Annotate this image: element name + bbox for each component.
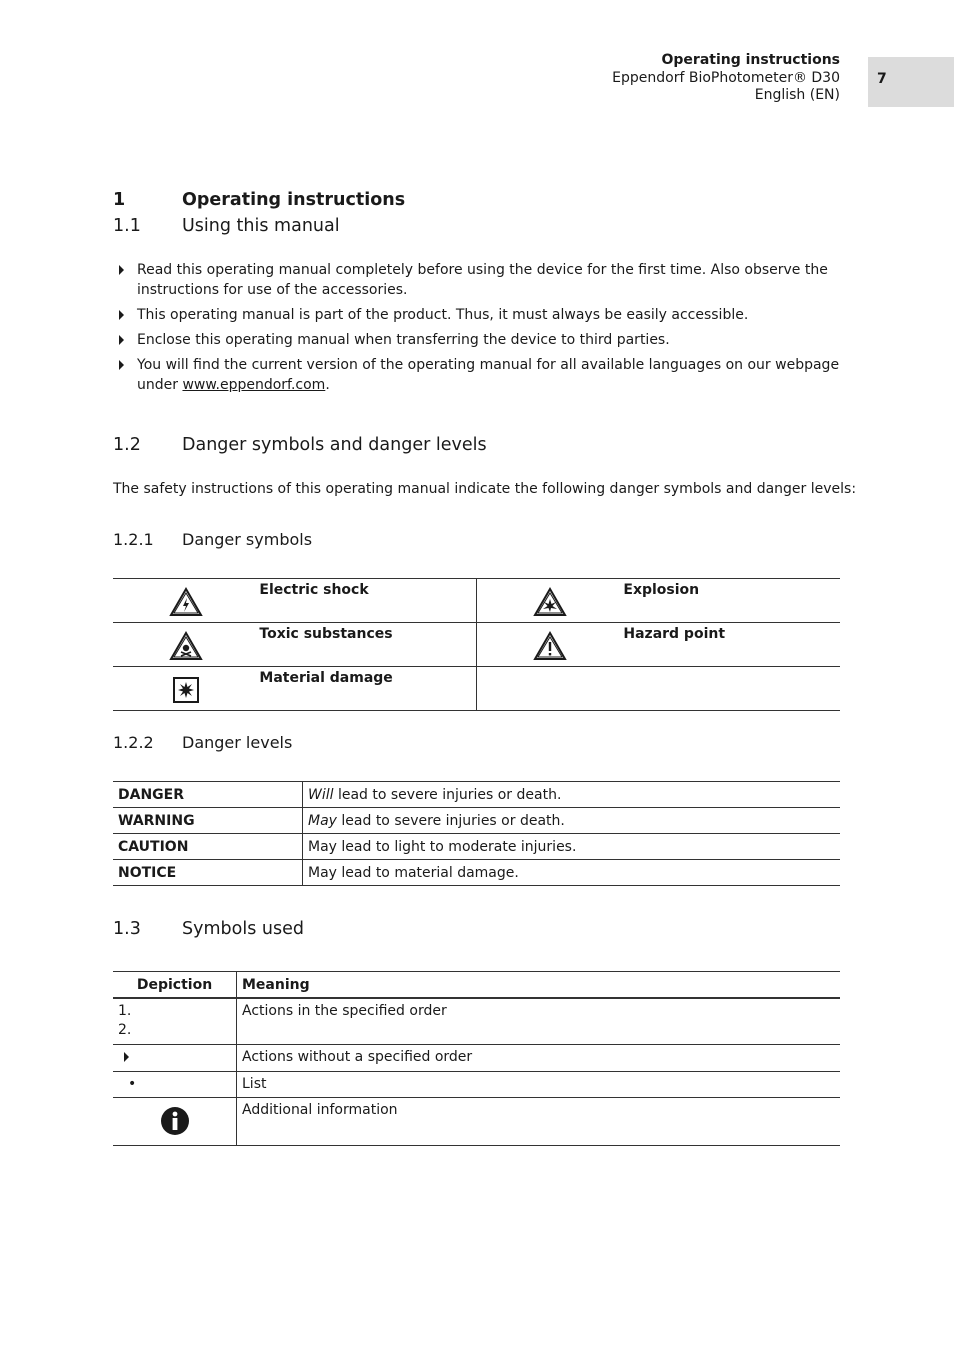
material-damage-icon [113,667,259,711]
eppendorf-link[interactable]: www.eppendorf.com [182,377,326,393]
level-notice: NOTICE [113,860,303,886]
info-icon [113,1097,237,1145]
meaning-cell: Actions in the specified order [237,998,841,1044]
level-description: May lead to light to moderate injuries. [303,834,841,860]
list-item: Enclose this operating manual when transferring the device to third parties. [113,330,843,350]
list-item: Read this operating manual completely before using the device for the first time. Also observe the instructions for use of the accessories. [113,260,843,300]
level-warning: WARNING [113,808,303,834]
meaning-cell: Actions without a specified order [237,1044,841,1071]
header-doc-type: Operating instructions [661,52,840,68]
danger-levels-table [113,781,840,886]
symbol-label-electric-shock: Electric shock [259,579,476,623]
bullet-arrow-icon [124,1052,129,1062]
table-row [113,667,840,711]
section-1-heading: 1 Operating instructions [113,190,406,210]
symbol-label-hazard-point: Hazard point [623,623,840,667]
column-header-depiction: Depiction [113,972,237,999]
bullet-arrow-icon [119,265,124,275]
level-description: May lead to severe injuries or death. [303,808,841,834]
header-language: English (EN) [754,87,840,103]
section-1-2-heading: 1.2 Danger symbols and danger levels [113,435,487,455]
meaning-cell: Additional information [237,1097,841,1145]
table-row [113,808,840,834]
explosion-icon [476,579,623,623]
level-caution: CAUTION [113,834,303,860]
level-danger: DANGER [113,782,303,808]
page-header [612,52,840,105]
level-description: May lead to material damage. [303,860,841,886]
table-header-row [113,972,840,999]
danger-symbols-table [113,578,840,711]
table-row [113,860,840,886]
list-item: This operating manual is part of the product. Thus, it must always be easily accessible. [113,305,843,325]
table-row [113,1097,840,1145]
symbols-used-table [113,971,840,1146]
header-product: Eppendorf BioPhotometer® D30 [612,69,840,86]
section-1-2-1-heading: 1.2.1 Danger symbols [113,530,313,549]
hazard-point-icon [476,623,623,667]
bullet-arrow-icon [119,310,124,320]
depiction-bullet: • [113,1071,237,1097]
table-row [113,579,840,623]
section-1-1-heading: 1.1 Using this manual [113,216,340,236]
depiction-numbered-list: 1. 2. [113,998,237,1044]
table-row [113,834,840,860]
page-number: 7 [877,71,887,87]
toxic-icon [113,623,259,667]
column-header-meaning: Meaning [237,972,841,999]
symbol-label-toxic-substances: Toxic substances [259,623,476,667]
bullet-arrow-icon [119,335,124,345]
manual-usage-list [113,260,843,400]
table-row [113,782,840,808]
danger-intro-text: The safety instructions of this operating manual indicate the following danger symbols and danger levels: [113,481,857,497]
table-row [113,1044,840,1071]
list-item: You will find the current version of the operating manual for all available languages on our webpage under www.eppendorf.com. [113,355,843,395]
depiction-arrow [113,1044,237,1071]
table-row [113,623,840,667]
symbol-label-material-damage: Material damage [259,667,476,711]
symbol-label-explosion: Explosion [623,579,840,623]
bullet-arrow-icon [119,360,124,370]
section-1-3-heading: 1.3 Symbols used [113,919,304,939]
page-number-tab [868,57,954,107]
empty-cell [476,667,840,711]
meaning-cell: List [237,1071,841,1097]
section-1-2-2-heading: 1.2.2 Danger levels [113,733,293,752]
table-row [113,998,840,1044]
electric-shock-icon [113,579,259,623]
table-row [113,1071,840,1097]
level-description: Will lead to severe injuries or death. [303,782,841,808]
